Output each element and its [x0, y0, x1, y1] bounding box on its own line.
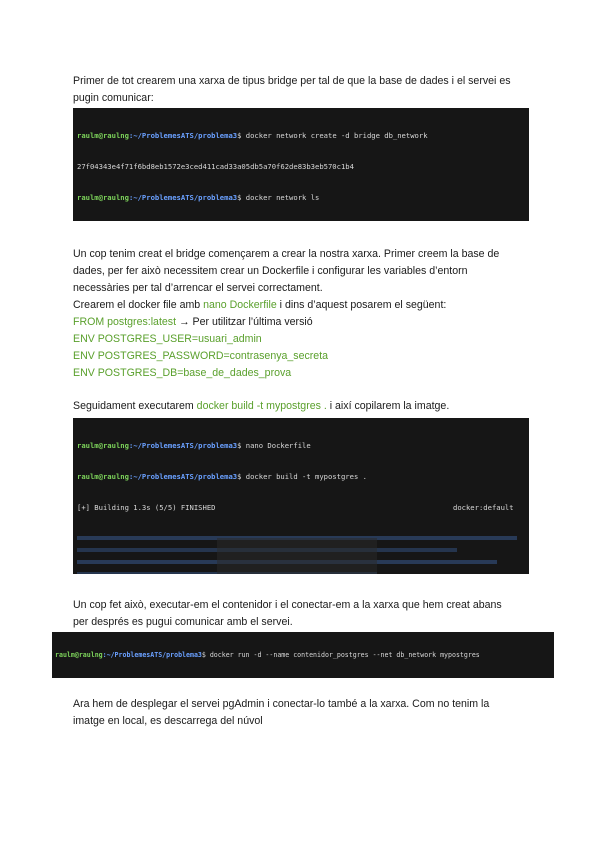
- text-line: [73, 297, 533, 314]
- terminal-line: 27f04343e4f71f6bd8eb1572e3ced411cad33a05db5a70f62de83b3eb570c1b4: [77, 162, 354, 172]
- text-span: Crearem el docker file amb: [73, 299, 204, 311]
- inline-code: nano Dockerfile: [203, 299, 277, 311]
- build-paragraph: [73, 398, 533, 415]
- text-line: per després es pugui comunicar amb el servei.: [73, 616, 293, 628]
- text-line: [73, 398, 533, 415]
- terminal-line: [77, 131, 525, 141]
- prompt-path: :~/ProblemesATS/problema3: [128, 440, 238, 450]
- terminal-network: [73, 108, 529, 221]
- prompt-path: :~/ProblemesATS/problema3: [128, 472, 238, 482]
- prompt-user: raulm@raulng: [77, 472, 129, 482]
- prompt-user: raulm@raulng: [77, 193, 129, 203]
- text-span: i així copilarem la imatge.: [326, 400, 450, 412]
- intro-line: pugin comunicar:: [73, 92, 154, 104]
- dockerfile-line: [73, 314, 533, 331]
- terminal-line: [77, 193, 525, 203]
- text-line: Un cop fet això, executar-em el contenidor i el conectar-em a la xarxa que hem creat abans: [73, 599, 502, 611]
- prompt-user: raulm@raulng: [55, 651, 103, 659]
- build-driver: docker:default: [453, 503, 514, 513]
- text-line: Un cop tenim creat el bridge començarem a crear la nostra xarxa. Primer creem la base de: [73, 248, 500, 260]
- build-status: [+] Building 1.3s (5/5) FINISHED: [77, 503, 216, 513]
- prompt-path: :~/ProblemesATS/problema3: [128, 193, 238, 203]
- command-text: $ docker network ls: [237, 193, 320, 203]
- text-span: i dins d’aquest posarem el següent:: [276, 299, 447, 311]
- pgadmin-paragraph: [73, 696, 533, 730]
- intro-paragraph: [73, 73, 533, 107]
- dockerfile-line: ENV POSTGRES_USER=usuari_admin: [73, 333, 262, 345]
- terminal-line: [55, 651, 551, 660]
- intro-line: Primer de tot crearem una xarxa de tipus bridge per tal de que la base de dades i el servei es: [73, 75, 511, 87]
- terminal-line: [77, 503, 525, 513]
- command-text: $ docker build -t mypostgres .: [237, 472, 367, 482]
- text-line: imatge en local, es descarrega del núvol: [73, 715, 263, 727]
- text-span: → Per utilitzar l’última versió: [176, 316, 313, 328]
- run-paragraph: [73, 597, 533, 631]
- inline-code: FROM postgres:latest: [73, 316, 177, 328]
- text-span: Seguidament executarem: [73, 400, 197, 412]
- dockerfile-line: ENV POSTGRES_DB=base_de_dades_prova: [73, 367, 292, 379]
- terminal-run: [52, 632, 554, 678]
- dockerfile-paragraph: [73, 246, 533, 382]
- prompt-user: raulm@raulng: [77, 440, 129, 450]
- inline-code: docker build -t mypostgres .: [196, 400, 327, 412]
- command-text: $ nano Dockerfile: [237, 440, 311, 450]
- prompt-path: :~/ProblemesATS/problema3: [102, 651, 202, 659]
- prompt-user: raulm@raulng: [77, 130, 129, 140]
- command-text: $ docker network create -d bridge db_network: [237, 130, 428, 140]
- command-text: $ docker run -d --name contenidor_postgres --net db_network mypostgres: [201, 651, 480, 659]
- text-line: Ara hem de desplegar el servei pgAdmin i conectar-lo també a la xarxa. Com no tenim la: [73, 698, 490, 710]
- terminal-line: [77, 472, 525, 482]
- prompt-path: :~/ProblemesATS/problema3: [128, 130, 238, 140]
- terminal-line: [77, 441, 525, 451]
- text-line: dades, per fer això necessitem crear un Dockerfile i configurar les variables d’entorn: [73, 265, 468, 277]
- dockerfile-line: ENV POSTGRES_PASSWORD=contrasenya_secreta: [73, 350, 329, 362]
- text-line: necessàries per tal d’arrencar el servei correctament.: [73, 282, 323, 294]
- terminal-build: [73, 418, 529, 574]
- blurred-build-output: [77, 534, 525, 574]
